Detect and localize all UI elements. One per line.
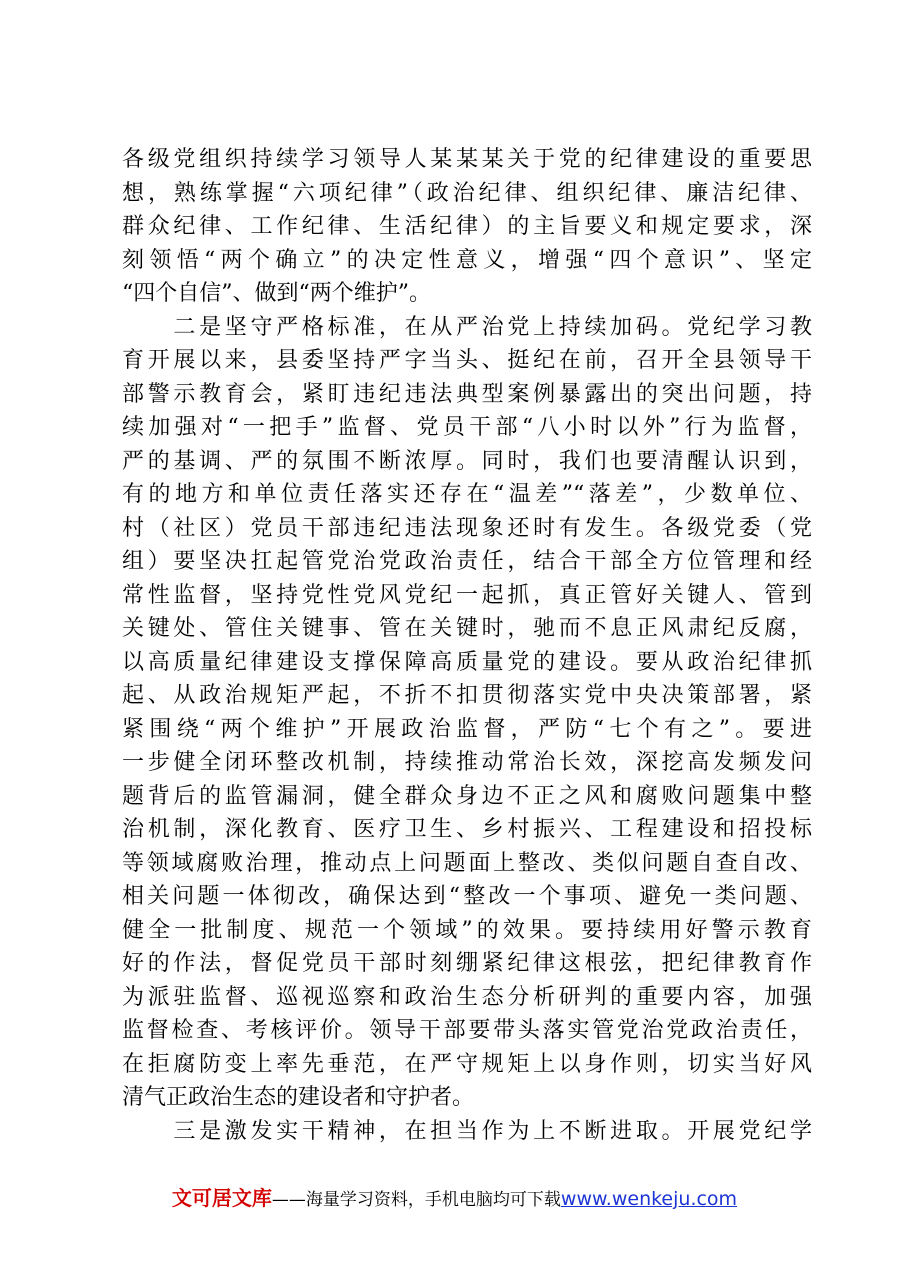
text-line: 治机制，深化教育、医疗卫生、乡村振兴、工程建设和招投标 bbox=[122, 817, 812, 842]
text-line: 育开展以来，县委坚持严字当头、挺纪在前，召开全县领导干 bbox=[122, 348, 812, 373]
text-line: 紧围绕“两个维护”开展政治监督，严防“七个有之”。要进 bbox=[122, 716, 812, 742]
text-line: 群众纪律、工作纪律、生活纪律）的主旨要义和规定要求，深 bbox=[122, 214, 812, 239]
text-line: 在拒腐防变上率先垂范，在严守规矩上以身作则，切实当好风 bbox=[122, 1051, 812, 1077]
text-line: 想，熟练掌握“六项纪律”（政治纪律、组织纪律、廉洁纪律、 bbox=[122, 180, 812, 206]
text-line: 常性监督，坚持党性党风党纪一起抓，真正管好关键人、管到 bbox=[122, 582, 812, 608]
footer-website-link[interactable]: www.wenkeju.com bbox=[560, 1188, 738, 1210]
text-line: 清气正政治生态的建设者和守护者。 bbox=[122, 1085, 475, 1110]
text-line: 刻领悟“两个确立”的决定性意义，增强“四个意识”、坚定 bbox=[122, 247, 812, 273]
text-line: 好的作法，督促党员干部时刻绷紧纪律这根弦，把纪律教育作 bbox=[122, 951, 812, 976]
text-line: 村（社区）党员干部违纪违法现象还时有发生。各级党委（党 bbox=[122, 515, 812, 541]
text-line: 二是坚守严格标准，在从严治党上持续加码。党纪学习教 bbox=[122, 314, 812, 340]
text-line: 各级党组织持续学习领导人某某某关于党的纪律建设的重要思 bbox=[122, 147, 812, 172]
text-line: 健全一批制度、规范一个领域”的效果。要持续用好警示教育 bbox=[122, 917, 812, 943]
text-line: 题背后的监管漏洞，健全群众身边不正之风和腐败问题集中整 bbox=[122, 783, 812, 809]
footer-banner bbox=[0, 1182, 909, 1211]
footer-slogan: ——海量学习资料，手机电脑均可下载 bbox=[271, 1190, 561, 1210]
text-line: 部警示教育会，紧盯违纪违法典型案例暴露出的突出问题，持 bbox=[122, 381, 812, 407]
text-line: 续加强对“一把手”监督、党员干部“八小时以外”行为监督， bbox=[122, 415, 812, 440]
text-line: 以高质量纪律建设支撑保障高质量党的建设。要从政治纪律抓 bbox=[122, 649, 812, 675]
text-line: 监督检查、考核评价。领导干部要带头落实管党治党政治责任， bbox=[122, 1018, 812, 1043]
text-line: 关键处、管住关键事、管在关键时，驰而不息正风肃纪反腐， bbox=[122, 616, 812, 641]
document-body bbox=[122, 143, 812, 1148]
text-line: 一步健全闭环整改机制，持续推动常治长效，深挖高发频发问 bbox=[122, 750, 812, 775]
text-line: 等领域腐败治理，推动点上问题面上整改、类似问题自查自改、 bbox=[122, 850, 812, 876]
text-line: 三是激发实干精神，在担当作为上不断进取。开展党纪学 bbox=[122, 1118, 812, 1144]
text-line: 有的地方和单位责任落实还存在“温差”“落差”，少数单位、 bbox=[122, 482, 812, 507]
text-line: 严的基调、严的氛围不断浓厚。同时，我们也要清醒认识到， bbox=[122, 448, 812, 474]
text-line: 相关问题一体彻改，确保达到“整改一个事项、避免一类问题、 bbox=[122, 884, 812, 909]
footer-brand: 文可居文库 bbox=[171, 1186, 272, 1210]
text-line: 组）要坚决扛起管党治党政治责任，结合干部全方位管理和经 bbox=[122, 549, 812, 574]
text-line: “四个自信”、做到“两个维护”。 bbox=[122, 281, 431, 306]
text-line: 为派驻监督、巡视巡察和政治生态分析研判的重要内容，加强 bbox=[122, 984, 812, 1010]
text-line: 起、从政治规矩严起，不折不扣贯彻落实党中央决策部署，紧 bbox=[122, 683, 812, 708]
